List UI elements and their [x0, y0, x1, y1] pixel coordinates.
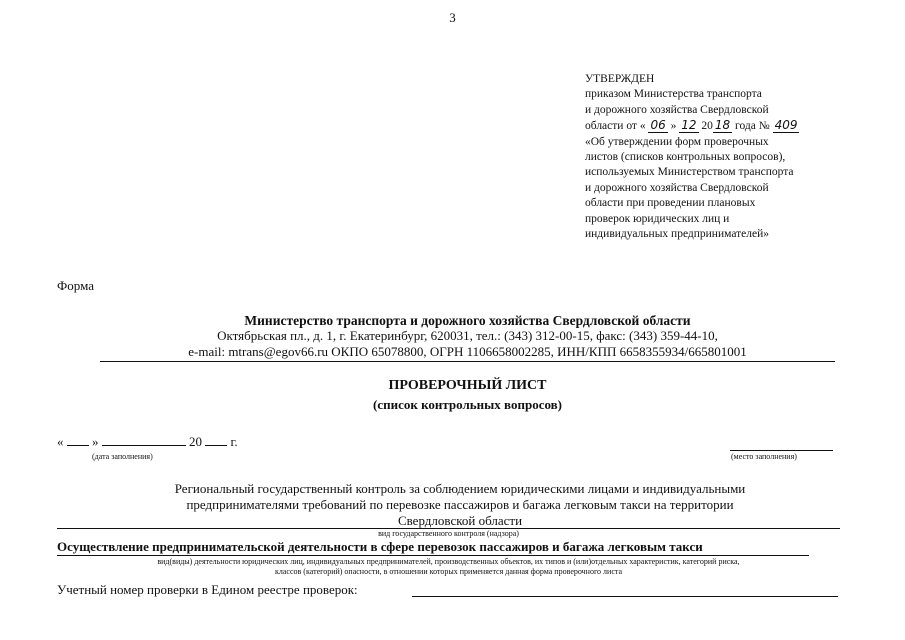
activity-caption-line: вид(виды) деятельности юридических лиц, индивидуальных предпринимателей, производственных объектов, их типов и (или)отдельных характеристик, категорий риска,: [157, 557, 740, 566]
date-fill-line: [57, 434, 238, 450]
approval-line: и дорожного хозяйства Свердловской: [585, 181, 769, 194]
document-subtitle: (список контрольных вопросов): [372, 397, 562, 412]
control-line: предпринимателями требований по перевозке пассажиров и багажа легковым такси на территории: [186, 497, 734, 512]
date-day-blank[interactable]: [67, 445, 89, 446]
approval-stamp: [585, 72, 835, 242]
approval-line: используемых Министерством транспорта: [585, 166, 794, 179]
activity-caption-line: классов (категорий) опасности, в отношении которых применяется данная форма проверочного листа: [274, 567, 623, 576]
approval-year-suffix: 18: [714, 118, 731, 133]
place-caption: (место заполнения): [731, 452, 797, 461]
form-label: Форма: [57, 278, 94, 293]
approval-number-prefix: года №: [735, 120, 770, 133]
approval-line: проверок юридических лиц и: [585, 212, 730, 225]
date-year-prefix: 20: [189, 434, 202, 449]
approval-date-line: [585, 118, 835, 134]
approval-number: 409: [774, 118, 798, 133]
document-title: ПРОВЕРОЧНЫЙ ЛИСТ: [388, 378, 547, 393]
activity-caption: [57, 557, 840, 577]
approval-date-mid: »: [670, 120, 677, 133]
control-line: Региональный государственный контроль за соблюдением юридическими лицами и индивидуальными: [174, 481, 746, 496]
approval-line: листов (списков контрольных вопросов),: [585, 151, 786, 164]
activity-type: Осуществление предпринимательской деятельности в сфере перевозок пассажиров и багажа легковым такси: [57, 539, 703, 554]
control-line: Свердловской области: [397, 513, 523, 528]
date-year-blank[interactable]: [205, 445, 227, 446]
date-close-quote: »: [92, 434, 99, 449]
approval-title: УТВЕРЖДЕН: [585, 73, 655, 85]
org-divider: [100, 361, 835, 362]
org-address: Октябрьская пл., д. 1, г. Екатеринбург, 620031, тел.: (343) 312-00-15, факс: (343) 359-44-10,: [217, 328, 718, 343]
approval-line: «Об утверждении форм проверочных: [585, 135, 769, 148]
activity-divider: [57, 555, 809, 556]
date-year-suffix: г.: [230, 434, 238, 449]
registry-blank[interactable]: [412, 596, 838, 597]
approval-line: индивидуальных предпринимателей»: [585, 228, 769, 241]
org-name: Министерство транспорта и дорожного хозяйства Свердловской области: [244, 313, 691, 328]
date-month-blank[interactable]: [102, 445, 186, 446]
approval-month: 12: [681, 118, 697, 133]
approval-day: 06: [650, 118, 666, 133]
control-type: [80, 481, 840, 529]
date-open-quote: «: [57, 434, 64, 449]
page-number: 3: [449, 10, 456, 25]
approval-line: и дорожного хозяйства Свердловской: [585, 103, 769, 116]
approval-year-prefix: 20: [701, 120, 713, 133]
approval-line: приказом Министерства транспорта: [585, 88, 762, 101]
registry-label: Учетный номер проверки в Едином реестре проверок:: [57, 582, 358, 597]
place-blank[interactable]: [730, 450, 833, 451]
control-caption: вид государственного контроля (надзора): [378, 529, 519, 538]
approval-line: области при проведении плановых: [585, 197, 756, 210]
registry-line: [57, 582, 358, 598]
date-caption: (дата заполнения): [92, 452, 153, 461]
org-contacts: e-mail: mtrans@egov66.ru ОКПО 65078800, ОГРН 1106658002285, ИНН/КПП 6658355934/665801001: [188, 344, 747, 359]
approval-date-prefix: области от «: [585, 120, 646, 133]
